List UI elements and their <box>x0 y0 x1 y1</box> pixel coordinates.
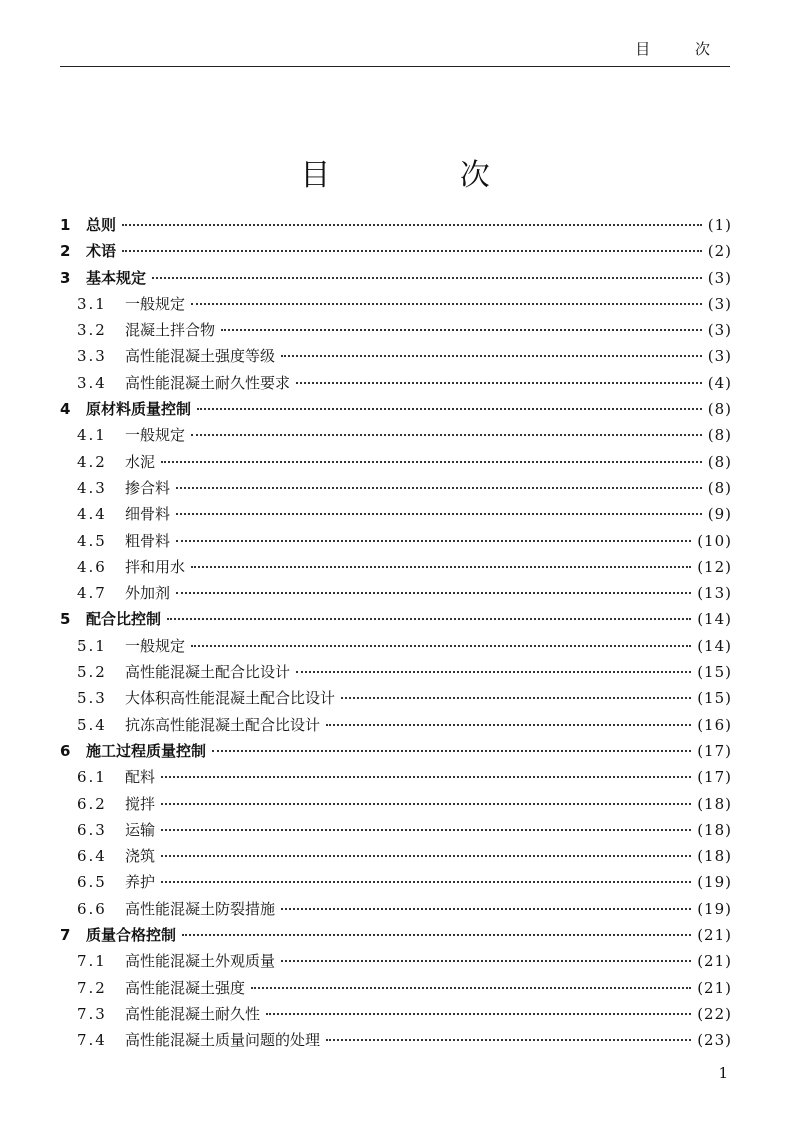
dot-leader <box>197 407 702 410</box>
dot-leader <box>161 880 691 883</box>
toc-section-entry[interactable] <box>60 791 732 817</box>
running-header: 目 次 <box>635 40 730 58</box>
dot-leader <box>191 565 691 568</box>
toc-entry-page: (21) <box>697 952 732 971</box>
toc-entry-label: 高性能混凝土外观质量 <box>125 952 276 971</box>
toc-entry-number: 2 <box>60 242 71 261</box>
header-rule <box>60 66 730 67</box>
toc-section-entry[interactable] <box>60 685 732 711</box>
toc-entry-number: 6.1 <box>77 768 107 787</box>
toc-entry-page: (4) <box>707 373 732 392</box>
toc-section-entry[interactable] <box>60 528 732 554</box>
toc-entry-label: 搅拌 <box>125 794 156 813</box>
toc-section-entry[interactable] <box>60 869 732 895</box>
toc-entry-number: 6.5 <box>77 873 107 892</box>
toc-entry-number: 3.3 <box>77 347 107 366</box>
toc-entry-number: 4.7 <box>77 584 107 603</box>
toc-entry-label: 浇筑 <box>125 847 156 866</box>
dot-leader <box>191 644 691 647</box>
toc-entry-number: 5.2 <box>77 663 107 682</box>
toc-entry-page: (12) <box>697 557 732 576</box>
toc-section-entry[interactable] <box>60 659 732 685</box>
toc-entry-page: (14) <box>697 610 732 629</box>
toc-chapter-entry[interactable] <box>60 738 732 764</box>
toc-entry-page: (19) <box>697 873 732 892</box>
toc-entry-page: (23) <box>697 1031 732 1050</box>
toc-section-entry[interactable] <box>60 554 732 580</box>
toc-section-entry[interactable] <box>60 449 732 475</box>
dot-leader <box>167 617 691 620</box>
toc-entry-page: (18) <box>697 794 732 813</box>
toc-entry-label: 高性能混凝土强度等级 <box>125 347 276 366</box>
toc-entry-page: (21) <box>697 978 732 997</box>
toc-entry-page: (9) <box>707 505 732 524</box>
toc-section-entry[interactable] <box>60 817 732 843</box>
toc-entry-number: 6 <box>60 741 71 760</box>
toc-entry-number: 5.1 <box>77 636 107 655</box>
toc-entry-number: 5.3 <box>77 689 107 708</box>
toc-entry-number: 3.1 <box>77 294 107 313</box>
toc-section-entry[interactable] <box>60 633 732 659</box>
toc-entry-number: 4 <box>60 400 71 419</box>
dot-leader <box>152 276 702 279</box>
dot-leader <box>266 1012 691 1015</box>
toc-entry-label: 混凝土拌合物 <box>125 321 216 340</box>
toc-entry-page: (10) <box>697 531 732 550</box>
toc-entry-label: 高性能混凝土耐久性要求 <box>125 373 291 392</box>
toc-entry-number: 3.4 <box>77 373 107 392</box>
toc-entry-page: (18) <box>697 847 732 866</box>
toc-entry-page: (17) <box>697 768 732 787</box>
toc-chapter-entry[interactable] <box>60 265 732 291</box>
dot-leader <box>296 670 691 673</box>
page-title: 目 次 <box>300 158 550 193</box>
toc-chapter-entry[interactable] <box>60 212 732 238</box>
toc-entry-page: (15) <box>697 689 732 708</box>
toc-chapter-entry[interactable] <box>60 396 732 422</box>
toc-entry-label: 掺合料 <box>125 478 171 497</box>
dot-leader <box>161 828 691 831</box>
toc-entry-label: 施工过程质量控制 <box>86 741 207 760</box>
dot-leader <box>122 223 702 226</box>
dot-leader <box>326 723 691 726</box>
toc-entry-page: (3) <box>707 321 732 340</box>
toc-entry-label: 水泥 <box>125 452 156 471</box>
toc-section-entry[interactable] <box>60 1001 732 1027</box>
toc-entry-number: 4.1 <box>77 426 107 445</box>
toc-section-entry[interactable] <box>60 764 732 790</box>
toc-entry-label: 术语 <box>86 242 117 261</box>
toc-section-entry[interactable] <box>60 1027 732 1053</box>
dot-leader <box>212 749 691 752</box>
toc-chapter-entry[interactable] <box>60 606 732 632</box>
dot-leader <box>326 1038 691 1041</box>
toc-entry-label: 质量合格控制 <box>86 926 177 945</box>
toc-entry-number: 6.2 <box>77 794 107 813</box>
toc-entry-page: (19) <box>697 899 732 918</box>
dot-leader <box>281 354 702 357</box>
toc-entry-page: (3) <box>707 347 732 366</box>
toc-entry-page: (3) <box>707 294 732 313</box>
toc-entry-page: (18) <box>697 820 732 839</box>
toc-entry-number: 3.2 <box>77 321 107 340</box>
dot-leader <box>296 381 702 384</box>
toc-chapter-entry[interactable] <box>60 238 732 264</box>
toc-entry-page: (21) <box>697 926 732 945</box>
toc-section-entry[interactable] <box>60 843 732 869</box>
toc-entry-page: (8) <box>707 400 732 419</box>
dot-leader <box>191 302 702 305</box>
dot-leader <box>176 539 691 542</box>
toc-entry-number: 4.6 <box>77 557 107 576</box>
toc-entry-label: 细骨料 <box>125 505 171 524</box>
toc-chapter-entry[interactable] <box>60 922 732 948</box>
toc-entry-label: 总则 <box>86 216 117 234</box>
toc-entry-label: 高性能混凝土防裂措施 <box>125 899 276 918</box>
dot-leader <box>191 433 702 436</box>
toc-entry-label: 大体积高性能混凝土配合比设计 <box>125 689 336 708</box>
dot-leader <box>281 907 691 910</box>
toc-section-entry[interactable] <box>60 317 732 343</box>
toc-entry-number: 4.4 <box>77 505 107 524</box>
toc-entry-label: 高性能混凝土配合比设计 <box>125 663 291 682</box>
toc-section-entry[interactable] <box>60 948 732 974</box>
toc-entry-label: 抗冻高性能混凝土配合比设计 <box>125 715 321 734</box>
toc-entry-page: (22) <box>697 1004 732 1023</box>
dot-leader <box>161 854 691 857</box>
toc-entry-label: 一般规定 <box>125 636 186 655</box>
dot-leader <box>176 512 702 515</box>
toc-entry-label: 外加剂 <box>125 584 171 603</box>
toc-section-entry[interactable] <box>60 975 732 1001</box>
toc-entry-page: (14) <box>697 636 732 655</box>
toc-section-entry[interactable] <box>60 580 732 606</box>
toc-entry-page: (16) <box>697 715 732 734</box>
toc-entry-label: 一般规定 <box>125 426 186 445</box>
toc-entry-number: 7 <box>60 926 71 945</box>
toc-entry-label: 基本规定 <box>86 268 147 287</box>
toc-entry-page: (3) <box>707 268 732 287</box>
toc-entry-page: (8) <box>707 452 732 471</box>
dot-leader <box>161 802 691 805</box>
toc-entry-number: 6.3 <box>77 820 107 839</box>
dot-leader <box>161 775 691 778</box>
toc-entry-page: (8) <box>707 478 732 497</box>
toc-entry-label: 配合比控制 <box>86 610 162 629</box>
toc-entry-label: 一般规定 <box>125 294 186 313</box>
toc-entry-number: 1 <box>60 216 71 234</box>
dot-leader <box>251 986 691 989</box>
toc-entry-number: 7.3 <box>77 1004 107 1023</box>
toc-entry-number: 6.4 <box>77 847 107 866</box>
toc-entry-label: 高性能混凝土强度 <box>125 978 246 997</box>
toc-entry-label: 高性能混凝土质量问题的处理 <box>125 1031 321 1050</box>
dot-leader <box>281 959 691 962</box>
dot-leader <box>221 328 702 331</box>
toc-entry-label: 原材料质量控制 <box>86 400 192 419</box>
toc-section-entry[interactable] <box>60 370 732 396</box>
toc-entry-number: 7.4 <box>77 1031 107 1050</box>
dot-leader <box>122 249 702 252</box>
toc-section-entry[interactable] <box>60 501 732 527</box>
page-number: 1 <box>718 1064 728 1082</box>
toc-entry-label: 养护 <box>125 873 156 892</box>
toc-entry-number: 7.1 <box>77 952 107 971</box>
toc-entry-page: (17) <box>697 741 732 760</box>
toc-section-entry[interactable] <box>60 422 732 448</box>
toc-entry-page: (8) <box>707 426 732 445</box>
toc-section-entry[interactable] <box>60 291 732 317</box>
toc-entry-number: 4.3 <box>77 478 107 497</box>
toc-entry-number: 4.2 <box>77 452 107 471</box>
toc-entry-page: (2) <box>707 242 732 261</box>
dot-leader <box>182 933 691 936</box>
toc-entry-label: 运输 <box>125 820 156 839</box>
toc-entry-number: 7.2 <box>77 978 107 997</box>
toc-section-entry[interactable] <box>60 475 732 501</box>
toc-section-entry[interactable] <box>60 712 732 738</box>
toc-entry-number: 3 <box>60 268 71 287</box>
toc-entry-label: 高性能混凝土耐久性 <box>125 1004 261 1023</box>
toc-section-entry[interactable] <box>60 343 732 369</box>
toc-entry-label: 配料 <box>125 768 156 787</box>
toc-entry-page: (13) <box>697 584 732 603</box>
dot-leader <box>341 696 691 699</box>
dot-leader <box>176 591 691 594</box>
toc-entry-number: 4.5 <box>77 531 107 550</box>
dot-leader <box>176 486 702 489</box>
toc-entry-number: 6.6 <box>77 899 107 918</box>
toc-entry-page: (1) <box>707 216 732 234</box>
toc-entry-number: 5.4 <box>77 715 107 734</box>
toc-section-entry[interactable] <box>60 896 732 922</box>
toc-entry-page: (15) <box>697 663 732 682</box>
toc-entry-number: 5 <box>60 610 71 629</box>
toc-entry-label: 粗骨料 <box>125 531 171 550</box>
table-of-contents <box>60 212 732 1054</box>
toc-entry-label: 拌和用水 <box>125 557 186 576</box>
dot-leader <box>161 460 702 463</box>
